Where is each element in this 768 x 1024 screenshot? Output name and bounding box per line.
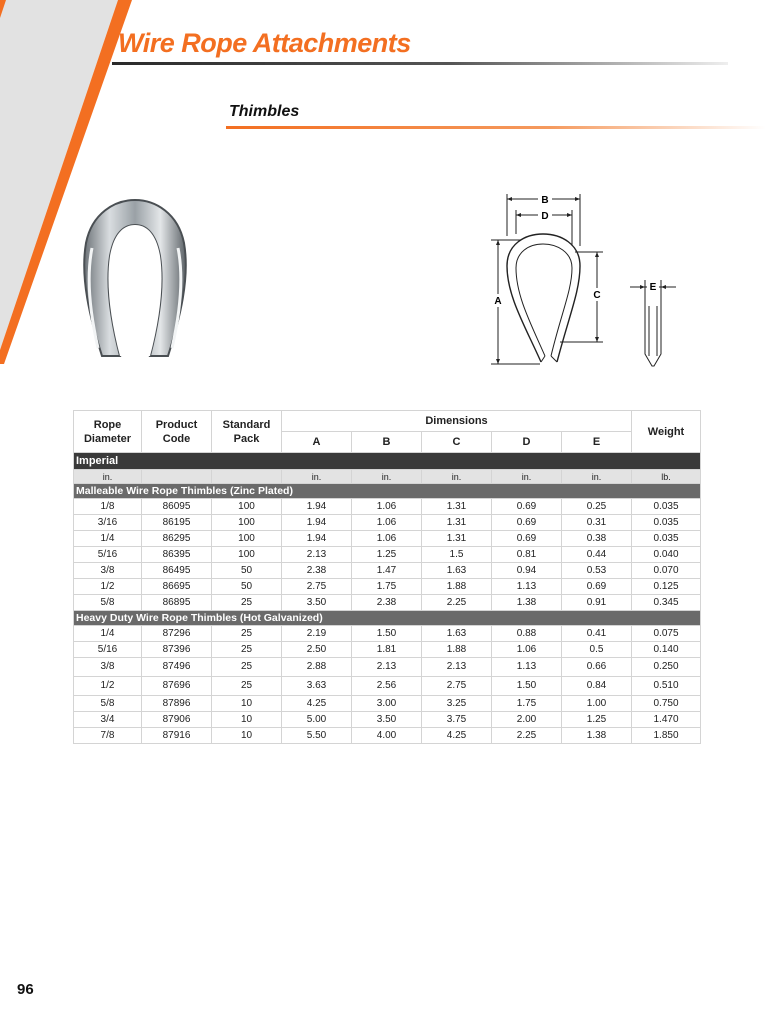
table-row bbox=[74, 728, 701, 744]
header-weight: Weight bbox=[632, 411, 701, 453]
table-row bbox=[74, 642, 701, 658]
table-cell: 0.345 bbox=[632, 595, 701, 611]
table-cell: 2.88 bbox=[282, 658, 352, 677]
table-row bbox=[74, 531, 701, 547]
section-row bbox=[74, 453, 701, 470]
unit-dim-b: in. bbox=[352, 470, 422, 484]
table-cell: 1.75 bbox=[352, 579, 422, 595]
table-cell: 0.040 bbox=[632, 547, 701, 563]
table-cell: 2.25 bbox=[492, 728, 562, 744]
table-cell: 0.125 bbox=[632, 579, 701, 595]
table-cell: 0.94 bbox=[492, 563, 562, 579]
table-cell: 0.84 bbox=[562, 677, 632, 696]
table-cell: 25 bbox=[212, 626, 282, 642]
section-imperial: Imperial bbox=[74, 453, 701, 470]
group-header-row bbox=[74, 611, 701, 626]
header-dimensions: Dimensions bbox=[282, 411, 632, 432]
table-cell: 0.69 bbox=[492, 515, 562, 531]
table-cell: 1.5 bbox=[422, 547, 492, 563]
table-cell: 1.50 bbox=[492, 677, 562, 696]
table-cell: 1.25 bbox=[352, 547, 422, 563]
table-cell: 2.75 bbox=[422, 677, 492, 696]
table-cell: 10 bbox=[212, 696, 282, 712]
table-cell: 0.69 bbox=[492, 531, 562, 547]
table-cell: 1.25 bbox=[562, 712, 632, 728]
table-cell: 2.75 bbox=[282, 579, 352, 595]
table-row bbox=[74, 677, 701, 696]
table-cell: 2.13 bbox=[352, 658, 422, 677]
table-cell: 1.850 bbox=[632, 728, 701, 744]
table-row bbox=[74, 563, 701, 579]
unit-dim-a: in. bbox=[282, 470, 352, 484]
table-row bbox=[74, 712, 701, 728]
table-cell: 0.070 bbox=[632, 563, 701, 579]
table-cell: 0.750 bbox=[632, 696, 701, 712]
table-cell: 2.25 bbox=[422, 595, 492, 611]
table-row bbox=[74, 658, 701, 677]
table-cell: 1.63 bbox=[422, 563, 492, 579]
unit-dim-c: in. bbox=[422, 470, 492, 484]
table-cell: 0.035 bbox=[632, 531, 701, 547]
table-cell: 0.075 bbox=[632, 626, 701, 642]
table-cell: 1.50 bbox=[352, 626, 422, 642]
table-cell: 0.66 bbox=[562, 658, 632, 677]
header-dim-b: B bbox=[352, 432, 422, 453]
group-title: Malleable Wire Rope Thimbles (Zinc Plated) bbox=[74, 484, 701, 499]
table-cell: 1.06 bbox=[352, 499, 422, 515]
table-cell: 87296 bbox=[142, 626, 212, 642]
table-cell: 86695 bbox=[142, 579, 212, 595]
spec-table-body bbox=[74, 453, 701, 744]
table-cell: 2.38 bbox=[282, 563, 352, 579]
table-cell: 4.25 bbox=[422, 728, 492, 744]
table-row bbox=[74, 579, 701, 595]
table-row bbox=[74, 626, 701, 642]
table-cell: 1.06 bbox=[352, 515, 422, 531]
table-cell: 1/2 bbox=[74, 579, 142, 595]
dimension-label-a: A bbox=[494, 296, 502, 307]
unit-dim-d: in. bbox=[492, 470, 562, 484]
table-cell: 2.13 bbox=[422, 658, 492, 677]
group-title: Heavy Duty Wire Rope Thimbles (Hot Galvanized) bbox=[74, 611, 701, 626]
section-title: Thimbles bbox=[229, 103, 300, 120]
table-cell: 0.5 bbox=[562, 642, 632, 658]
table-cell: 87396 bbox=[142, 642, 212, 658]
table-cell: 1.31 bbox=[422, 531, 492, 547]
table-cell: 1.94 bbox=[282, 499, 352, 515]
table-cell: 86295 bbox=[142, 531, 212, 547]
table-cell: 3.75 bbox=[422, 712, 492, 728]
table-cell: 5/16 bbox=[74, 547, 142, 563]
table-cell: 3/16 bbox=[74, 515, 142, 531]
table-cell: 0.25 bbox=[562, 499, 632, 515]
table-cell: 10 bbox=[212, 728, 282, 744]
table-cell: 2.50 bbox=[282, 642, 352, 658]
table-cell: 25 bbox=[212, 677, 282, 696]
table-cell: 1.47 bbox=[352, 563, 422, 579]
table-cell: 3.00 bbox=[352, 696, 422, 712]
header-dim-e: E bbox=[562, 432, 632, 453]
table-cell: 4.00 bbox=[352, 728, 422, 744]
unit-weight: lb. bbox=[632, 470, 701, 484]
table-cell: 0.41 bbox=[562, 626, 632, 642]
dimension-label-e: E bbox=[649, 282, 657, 293]
table-cell: 2.38 bbox=[352, 595, 422, 611]
table-row bbox=[74, 696, 701, 712]
table-cell: 1.06 bbox=[492, 642, 562, 658]
title-underline bbox=[112, 62, 728, 65]
table-cell: 100 bbox=[212, 531, 282, 547]
table-cell: 10 bbox=[212, 712, 282, 728]
table-cell: 0.69 bbox=[562, 579, 632, 595]
table-cell: 1.13 bbox=[492, 579, 562, 595]
table-cell: 86195 bbox=[142, 515, 212, 531]
table-cell: 50 bbox=[212, 579, 282, 595]
table-cell: 5/8 bbox=[74, 696, 142, 712]
table-cell: 0.140 bbox=[632, 642, 701, 658]
table-cell: 2.13 bbox=[282, 547, 352, 563]
table-cell: 50 bbox=[212, 563, 282, 579]
table-cell: 0.035 bbox=[632, 515, 701, 531]
table-cell: 1.94 bbox=[282, 515, 352, 531]
units-row bbox=[74, 470, 701, 484]
table-cell: 3.25 bbox=[422, 696, 492, 712]
dimension-label-b: B bbox=[541, 195, 549, 206]
table-cell: 3/4 bbox=[74, 712, 142, 728]
table-cell: 0.44 bbox=[562, 547, 632, 563]
table-cell: 1/4 bbox=[74, 531, 142, 547]
table-cell: 1.38 bbox=[492, 595, 562, 611]
table-cell: 2.00 bbox=[492, 712, 562, 728]
header-dim-a: A bbox=[282, 432, 352, 453]
table-cell: 86895 bbox=[142, 595, 212, 611]
table-cell: 1.38 bbox=[562, 728, 632, 744]
table-cell: 5.50 bbox=[282, 728, 352, 744]
table-cell: 0.035 bbox=[632, 499, 701, 515]
table-cell: 3/8 bbox=[74, 563, 142, 579]
table-cell: 0.91 bbox=[562, 595, 632, 611]
dimension-label-c: C bbox=[593, 290, 601, 301]
thimble-side-diagram bbox=[628, 276, 678, 368]
table-cell: 1.81 bbox=[352, 642, 422, 658]
table-cell: 1/2 bbox=[74, 677, 142, 696]
table-cell: 3.50 bbox=[352, 712, 422, 728]
table-cell: 87696 bbox=[142, 677, 212, 696]
header-product-code: Product Code bbox=[142, 411, 212, 453]
table-cell: 87496 bbox=[142, 658, 212, 677]
table-cell: 5.00 bbox=[282, 712, 352, 728]
table-cell: 1/8 bbox=[74, 499, 142, 515]
table-row bbox=[74, 547, 701, 563]
group-header-row bbox=[74, 484, 701, 499]
table-cell: 1/4 bbox=[74, 626, 142, 642]
table-cell: 100 bbox=[212, 499, 282, 515]
table-cell: 86095 bbox=[142, 499, 212, 515]
table-cell: 86395 bbox=[142, 547, 212, 563]
page-title: Wire Rope Attachments bbox=[118, 28, 411, 58]
table-cell: 100 bbox=[212, 547, 282, 563]
unit-dim-e: in. bbox=[562, 470, 632, 484]
table-cell: 100 bbox=[212, 515, 282, 531]
table-cell: 1.00 bbox=[562, 696, 632, 712]
unit-product-code bbox=[142, 470, 212, 484]
table-cell: 1.75 bbox=[492, 696, 562, 712]
table-cell: 0.250 bbox=[632, 658, 701, 677]
table-row bbox=[74, 595, 701, 611]
table-cell: 1.88 bbox=[422, 642, 492, 658]
table-cell: 7/8 bbox=[74, 728, 142, 744]
table-cell: 25 bbox=[212, 595, 282, 611]
table-cell: 1.88 bbox=[422, 579, 492, 595]
table-cell: 0.510 bbox=[632, 677, 701, 696]
table-cell: 87896 bbox=[142, 696, 212, 712]
header-rope-diameter: Rope Diameter bbox=[74, 411, 142, 453]
thimble-spec-table bbox=[73, 410, 701, 744]
table-cell: 0.53 bbox=[562, 563, 632, 579]
table-cell: 86495 bbox=[142, 563, 212, 579]
thimble-dimension-diagram bbox=[485, 186, 610, 366]
table-cell: 5/16 bbox=[74, 642, 142, 658]
table-cell: 0.38 bbox=[562, 531, 632, 547]
table-cell: 2.56 bbox=[352, 677, 422, 696]
table-cell: 87916 bbox=[142, 728, 212, 744]
table-cell: 5/8 bbox=[74, 595, 142, 611]
table-cell: 25 bbox=[212, 658, 282, 677]
header-standard-pack: Standard Pack bbox=[212, 411, 282, 453]
table-cell: 3.63 bbox=[282, 677, 352, 696]
table-cell: 2.19 bbox=[282, 626, 352, 642]
table-cell: 0.88 bbox=[492, 626, 562, 642]
dimension-label-d: D bbox=[541, 211, 549, 222]
table-cell: 1.31 bbox=[422, 515, 492, 531]
table-row bbox=[74, 499, 701, 515]
table-cell: 1.31 bbox=[422, 499, 492, 515]
section-underline bbox=[226, 126, 766, 129]
header-dim-d: D bbox=[492, 432, 562, 453]
table-cell: 1.63 bbox=[422, 626, 492, 642]
table-cell: 0.69 bbox=[492, 499, 562, 515]
table-cell: 4.25 bbox=[282, 696, 352, 712]
table-cell: 25 bbox=[212, 642, 282, 658]
table-cell: 3.50 bbox=[282, 595, 352, 611]
table-cell: 1.94 bbox=[282, 531, 352, 547]
unit-rope-diameter: in. bbox=[74, 470, 142, 484]
thimble-photo bbox=[80, 198, 190, 366]
table-cell: 3/8 bbox=[74, 658, 142, 677]
unit-standard-pack bbox=[212, 470, 282, 484]
table-cell: 1.06 bbox=[352, 531, 422, 547]
table-row bbox=[74, 515, 701, 531]
table-cell: 0.81 bbox=[492, 547, 562, 563]
table-cell: 87906 bbox=[142, 712, 212, 728]
table-cell: 0.31 bbox=[562, 515, 632, 531]
page-number: 96 bbox=[17, 981, 34, 998]
table-cell: 1.13 bbox=[492, 658, 562, 677]
header-dim-c: C bbox=[422, 432, 492, 453]
table-cell: 1.470 bbox=[632, 712, 701, 728]
